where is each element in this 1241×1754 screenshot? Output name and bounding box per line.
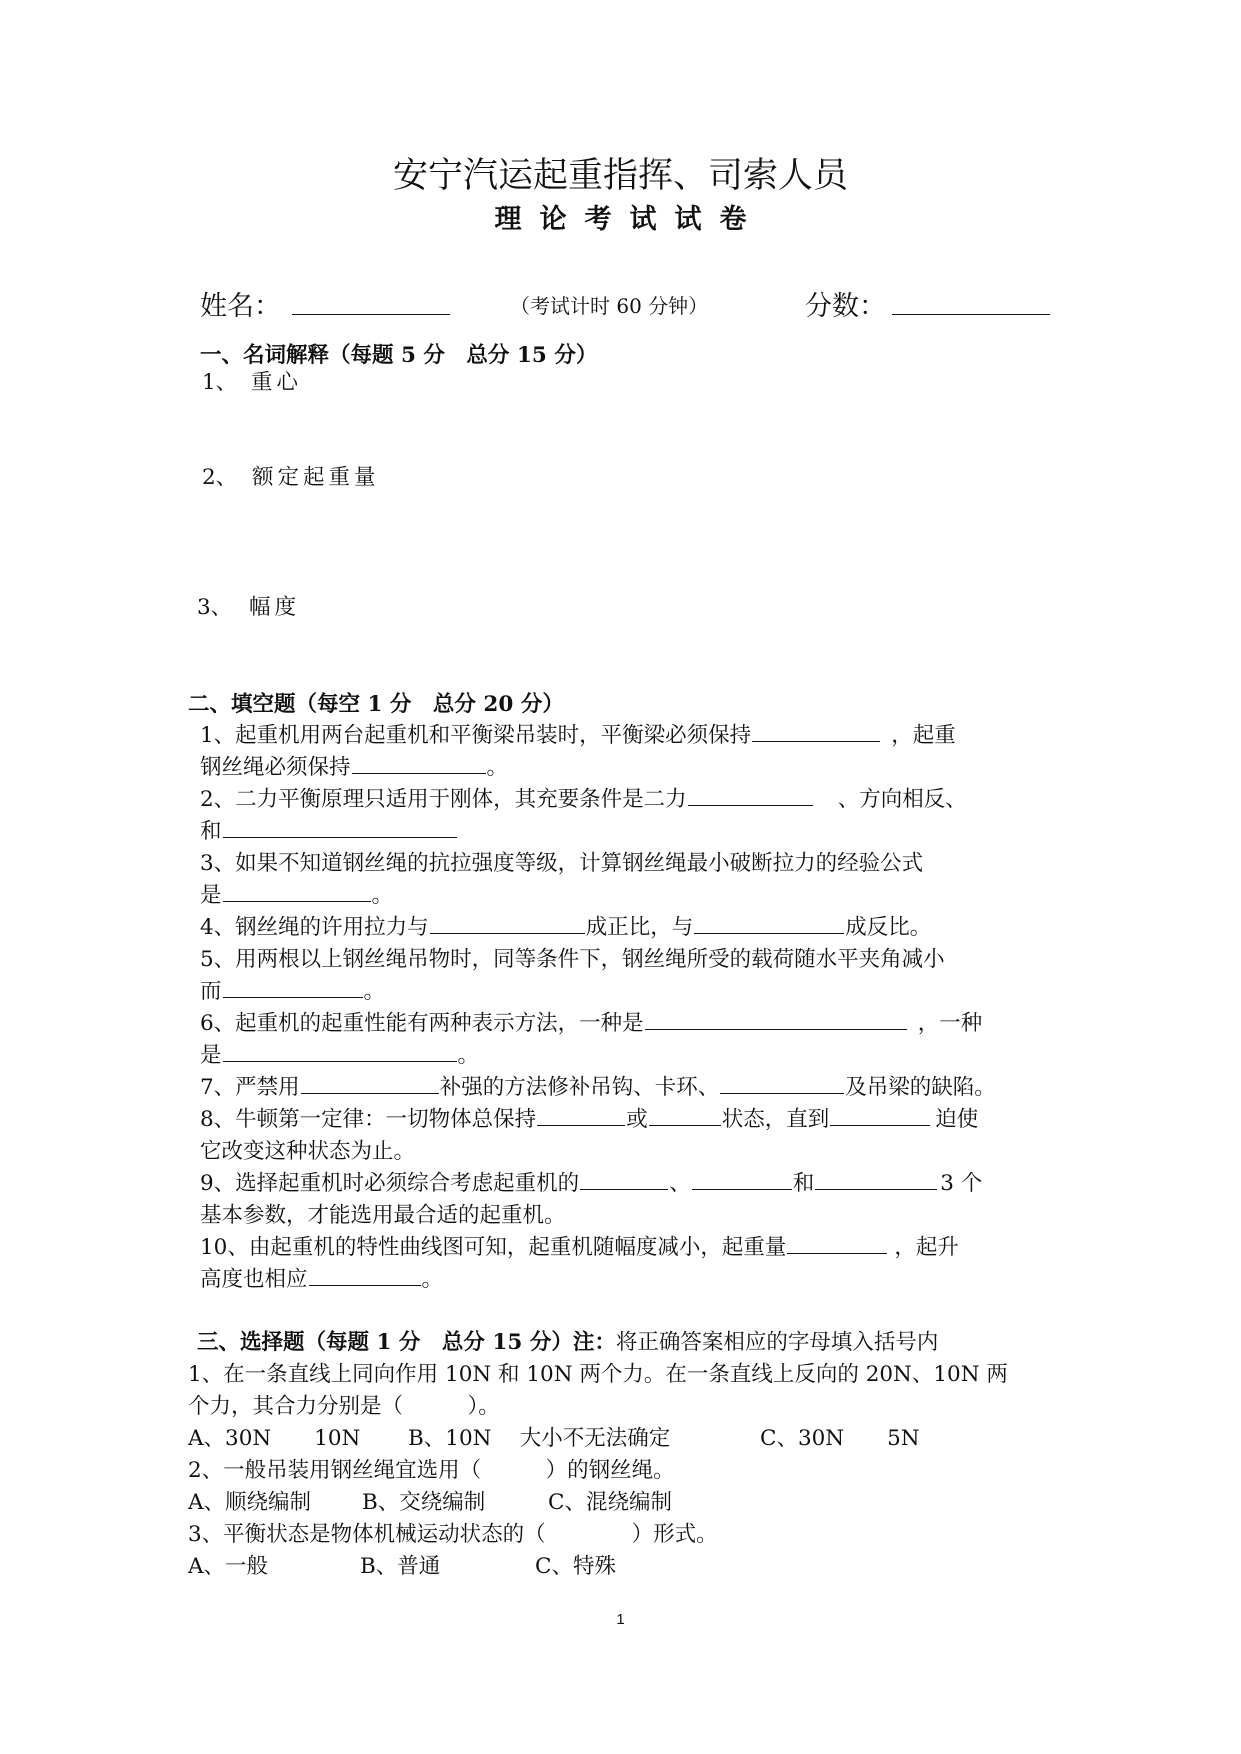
fill-q1-blank2[interactable] — [352, 753, 486, 774]
fill-q2-line1 — [200, 782, 967, 813]
term-item-2-num: 2、 — [202, 465, 238, 490]
fill-q1-text-d: 。 — [486, 755, 509, 780]
fill-q6-line2 — [200, 1038, 479, 1069]
fill-q2-blank1[interactable] — [688, 785, 813, 806]
section3-heading-row — [197, 1325, 938, 1356]
fill-q8-text-c: 状态，直到 — [721, 1107, 830, 1132]
fill-q9-line1 — [200, 1166, 982, 1197]
fill-q10-line1 — [200, 1230, 959, 1261]
choice-q2-line1: 2、一般吊装用钢丝绳宜选用（ ）的钢丝绳。 — [188, 1458, 675, 1483]
fill-q2-text-a: 2、二力平衡原理只适用于刚体，其充要条件是二力 — [200, 787, 687, 812]
term-item-1: 重心 — [251, 370, 303, 395]
fill-q8-text-b: 或 — [626, 1107, 648, 1132]
term-item-3: 幅度 — [249, 595, 301, 620]
fill-q9-text-b: 、 — [669, 1171, 691, 1196]
fill-q2-line2 — [200, 814, 458, 845]
fill-q10-text-d: 。 — [421, 1267, 444, 1292]
choice-q3-option-a: A、一般 — [188, 1554, 269, 1579]
choice-q3-option-c: C、特殊 — [535, 1554, 616, 1579]
fill-q6-text-c: 是 — [200, 1043, 222, 1068]
fill-q6-text-a: 6、起重机的起重性能有两种表示方法，一种是 — [200, 1011, 644, 1036]
fill-q8-blank3[interactable] — [830, 1105, 930, 1126]
fill-q1-text-b: ，起重 — [891, 723, 956, 748]
fill-q3-text-b: 是 — [200, 883, 222, 908]
fill-q1-text-a: 1、起重机用两台起重机和平衡梁吊装时，平衡梁必须保持 — [200, 723, 752, 748]
fill-q6-text-d: 。 — [457, 1043, 480, 1068]
fill-q3-line1: 3、如果不知道钢丝绳的抗拉强度等级，计算钢丝绳最小破断拉力的经验公式 — [200, 851, 924, 876]
fill-q5-line2 — [200, 974, 385, 1005]
fill-q8-text-d: 迫使 — [935, 1107, 979, 1132]
fill-q5-blank1[interactable] — [223, 977, 363, 998]
fill-q1-line1 — [200, 718, 956, 749]
fill-q10-text-b: ，起升 — [894, 1235, 959, 1260]
term-item-1-num: 1、 — [202, 370, 238, 395]
fill-q9-blank2[interactable] — [692, 1169, 792, 1190]
choice-q2-option-c: C、混绕编制 — [548, 1490, 672, 1515]
choice-q3-line1: 3、平衡状态是物体机械运动状态的（ ）形式。 — [188, 1522, 718, 1547]
fill-q2-text-b: 、方向相反、 — [837, 787, 967, 812]
term-item-2: 额定起重量 — [252, 465, 380, 490]
fill-q9-text-c: 和 — [792, 1171, 815, 1196]
fill-q7-text-a: 7、严禁用 — [200, 1075, 300, 1100]
score-blank[interactable] — [892, 290, 1050, 315]
fill-q10-blank1[interactable] — [787, 1233, 887, 1254]
section2-heading: 二、填空题（每空 1 分 总分 20 分） — [188, 692, 564, 717]
fill-q7-text-c: 及吊梁的缺陷。 — [845, 1075, 996, 1100]
term-item-3-num: 3、 — [197, 595, 233, 620]
fill-q7-blank2[interactable] — [720, 1073, 844, 1094]
choice-q1-line2: 个力，其合力分别是（ ）。 — [188, 1394, 500, 1419]
fill-q2-blank2[interactable] — [223, 817, 457, 838]
fill-q5-text-c: 。 — [363, 979, 386, 1004]
choice-q1-line1: 1、在一条直线上同向作用 10N 和 10N 两个力。在一条直线上反向的 20N、10N 两 — [188, 1362, 1008, 1387]
choice-q3-option-b: B、普通 — [360, 1554, 441, 1579]
choice-q1-option-a: A、30N 10N — [188, 1426, 361, 1451]
fill-q6-text-b: ，一种 — [917, 1011, 983, 1036]
fill-q4-line — [200, 910, 931, 941]
fill-q1-line2 — [200, 750, 508, 781]
fill-q7-line — [200, 1070, 996, 1101]
choice-q1-option-c: C、30N 5N — [760, 1426, 920, 1451]
fill-q9-blank1[interactable] — [580, 1169, 668, 1190]
fill-q8-blank2[interactable] — [649, 1105, 721, 1126]
fill-q9-blank3[interactable] — [815, 1169, 937, 1190]
fill-q5-line1: 5、用两根以上钢丝绳吊物时，同等条件下，钢丝绳所受的载荷随水平夹角减小 — [200, 947, 945, 972]
choice-q2-option-b: B、交绕编制 — [362, 1490, 486, 1515]
section1-heading: 一、名词解释（每题 5 分 总分 15 分） — [200, 343, 598, 368]
choice-q2-option-a: A、顺绕编制 — [188, 1490, 312, 1515]
exam-duration: （考试计时 60 分钟） — [510, 294, 709, 318]
fill-q3-line2 — [200, 878, 393, 909]
section3-note: 将正确答案相应的字母填入括号内 — [615, 1330, 939, 1355]
fill-q4-text-c: 成反比。 — [845, 915, 932, 940]
fill-q2-text-c: 和 — [200, 819, 222, 844]
fill-q1-blank1[interactable] — [752, 721, 880, 742]
fill-q4-blank2[interactable] — [694, 913, 844, 934]
fill-q4-text-a: 4、钢丝绳的许用拉力与 — [200, 915, 429, 940]
name-label: 姓名： — [200, 291, 281, 322]
exam-title: 安宁汽运起重指挥、司索人员 — [392, 156, 848, 196]
fill-q8-text-a: 8、牛顿第一定律：一切物体总保持 — [200, 1107, 537, 1132]
fill-q6-blank1[interactable] — [645, 1009, 907, 1030]
fill-q8-blank1[interactable] — [537, 1105, 625, 1126]
fill-q9-line2: 基本参数，才能选用最合适的起重机。 — [200, 1203, 566, 1228]
fill-q10-text-a: 10、由起重机的特性曲线图可知，起重机随幅度减小，起重量 — [200, 1235, 787, 1260]
fill-q6-blank2[interactable] — [223, 1041, 457, 1062]
fill-q7-text-b: 补强的方法修补吊钩、卡环、 — [439, 1075, 720, 1100]
fill-q3-text-c: 。 — [371, 883, 394, 908]
fill-q7-blank1[interactable] — [301, 1073, 439, 1094]
fill-q6-line1 — [200, 1006, 982, 1037]
fill-q9-text-d: 3 个 — [940, 1171, 983, 1196]
fill-q5-text-b: 而 — [200, 979, 222, 1004]
fill-q10-blank2[interactable] — [309, 1265, 421, 1286]
fill-q1-text-c: 钢丝绳必须保持 — [200, 755, 351, 780]
score-label: 分数： — [805, 291, 886, 322]
fill-q9-text-a: 9、选择起重机时必须综合考虑起重机的 — [200, 1171, 580, 1196]
exam-subtitle: 理论考试试卷 — [494, 204, 765, 235]
fill-q3-blank1[interactable] — [223, 881, 371, 902]
fill-q10-line2 — [200, 1262, 443, 1293]
page-number: 1 — [616, 1611, 625, 1628]
fill-q10-text-c: 高度也相应 — [200, 1267, 308, 1292]
name-blank[interactable] — [292, 290, 450, 315]
fill-q8-line1 — [200, 1102, 978, 1133]
fill-q4-blank1[interactable] — [430, 913, 585, 934]
fill-q8-line2: 它改变这种状态为止。 — [200, 1139, 416, 1164]
choice-q1-option-b: B、10N 大小不无法确定 — [408, 1426, 671, 1451]
fill-q4-text-b: 成正比，与 — [585, 915, 694, 940]
section3-heading: 三、选择题（每题 1 分 总分 15 分）注： — [197, 1330, 616, 1355]
